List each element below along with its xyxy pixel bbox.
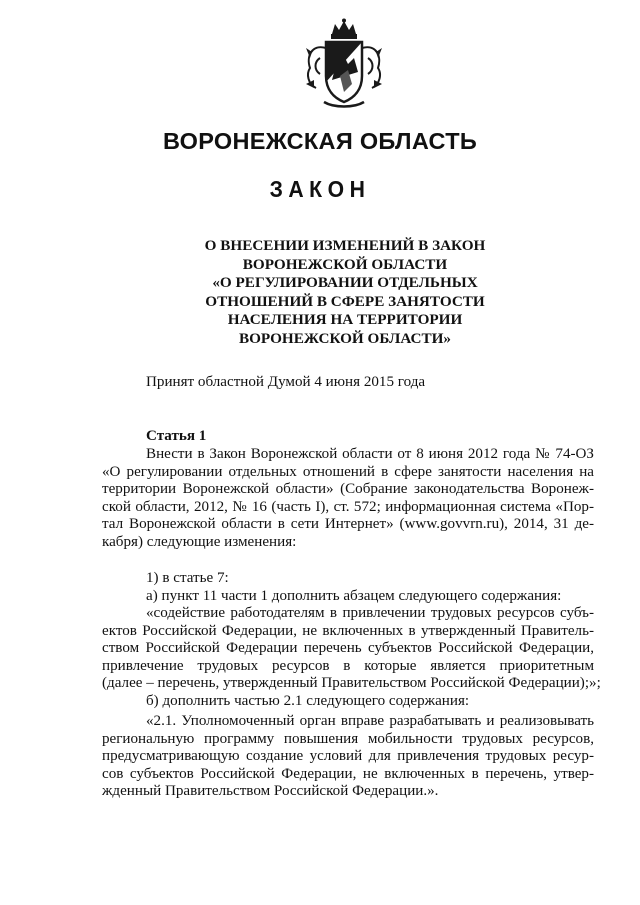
paragraph-line: тал Воронежской области в сети Интернет» (www.govvrn.ru), 2014, 31 де- [102,516,594,532]
law-title-line: ОТНОШЕНИЙ В СФЕРЕ ЗАНЯТОСТИ [205,292,485,310]
law-title-line: О ВНЕСЕНИИ ИЗМЕНЕНИЙ В ЗАКОН [204,237,486,254]
paragraph-line: Внести в Закон Воронежской области от 8 июня 2012 года № 74-ОЗ [146,446,594,462]
paragraph-line: территории Воронежской области» (Собрание законодательства Воронеж- [102,481,594,497]
paragraph-line: кабря) следующие изменения: [102,533,297,550]
article-heading: Статья 1 [146,428,207,444]
law-title-line: ВОРОНЕЖСКОЙ ОБЛАСТИ» [238,329,452,347]
adoption-note: Принят областной Думой 4 июня 2015 года [146,374,426,390]
paragraph-line: ской области, 2012, № 16 (часть I), ст. 572; информационная система «Пор- [102,498,594,515]
paragraph-line: 1) в статье 7: [146,570,229,586]
paragraph-line: «2.1. Уполномоченный орган вправе разрабатывать и реализовывать [146,713,594,729]
article-item-1 [102,570,601,710]
paragraph-line: привлечение трудовых ресурсов в которые является приоритетным [102,657,594,674]
region-title: ВОРОНЕЖСКАЯ ОБЛАСТЬ [162,128,478,154]
voronezh-coat-of-arms-icon [302,18,386,110]
paragraph-line: «О регулировании отдельных отношений в сфере занятости населения на [102,463,594,480]
law-title [195,237,495,349]
law-title-line: ВОРОНЕЖСКОЙ ОБЛАСТИ [242,255,448,273]
paragraph-line: сов субъектов Российской Федерации, не включенных в перечень, утвер- [102,765,594,782]
paragraph-line: ством Российской Федерации перечень субъектов Российской Федерации, [102,640,594,656]
law-title-line: НАСЕЛЕНИЯ НА ТЕРРИТОРИИ [227,311,463,329]
paragraph-line: жденный Правительством Российской Федерации.». [102,783,439,799]
law-title-line: «О РЕГУЛИРОВАНИИ ОТДЕЛЬНЫХ [212,274,478,292]
document-type-heading: ЗАКОН [269,176,371,202]
article-intro-paragraph [102,446,594,551]
paragraph-line: региональную программу повышения мобильности трудовых ресурсов, [102,730,594,747]
paragraph-line: ектов Российской Федерации, не включенных в утвержденный Правитель- [102,622,594,639]
paragraph-line: а) пункт 11 части 1 дополнить абзацем следующего содержания: [146,587,562,604]
paragraph-line: (далее – перечень, утвержденный Правительством Российской Федерации);»; [102,675,601,691]
paragraph-line: «содействие работодателям в привлечении трудовых ресурсов субъ- [146,605,594,621]
paragraph-line: б) дополнить частью 2.1 следующего содержания: [146,692,470,709]
article-item-2-quote [102,713,594,801]
paragraph-line: предусматривающую создание условий для привлечения трудовых ресур- [102,748,594,764]
